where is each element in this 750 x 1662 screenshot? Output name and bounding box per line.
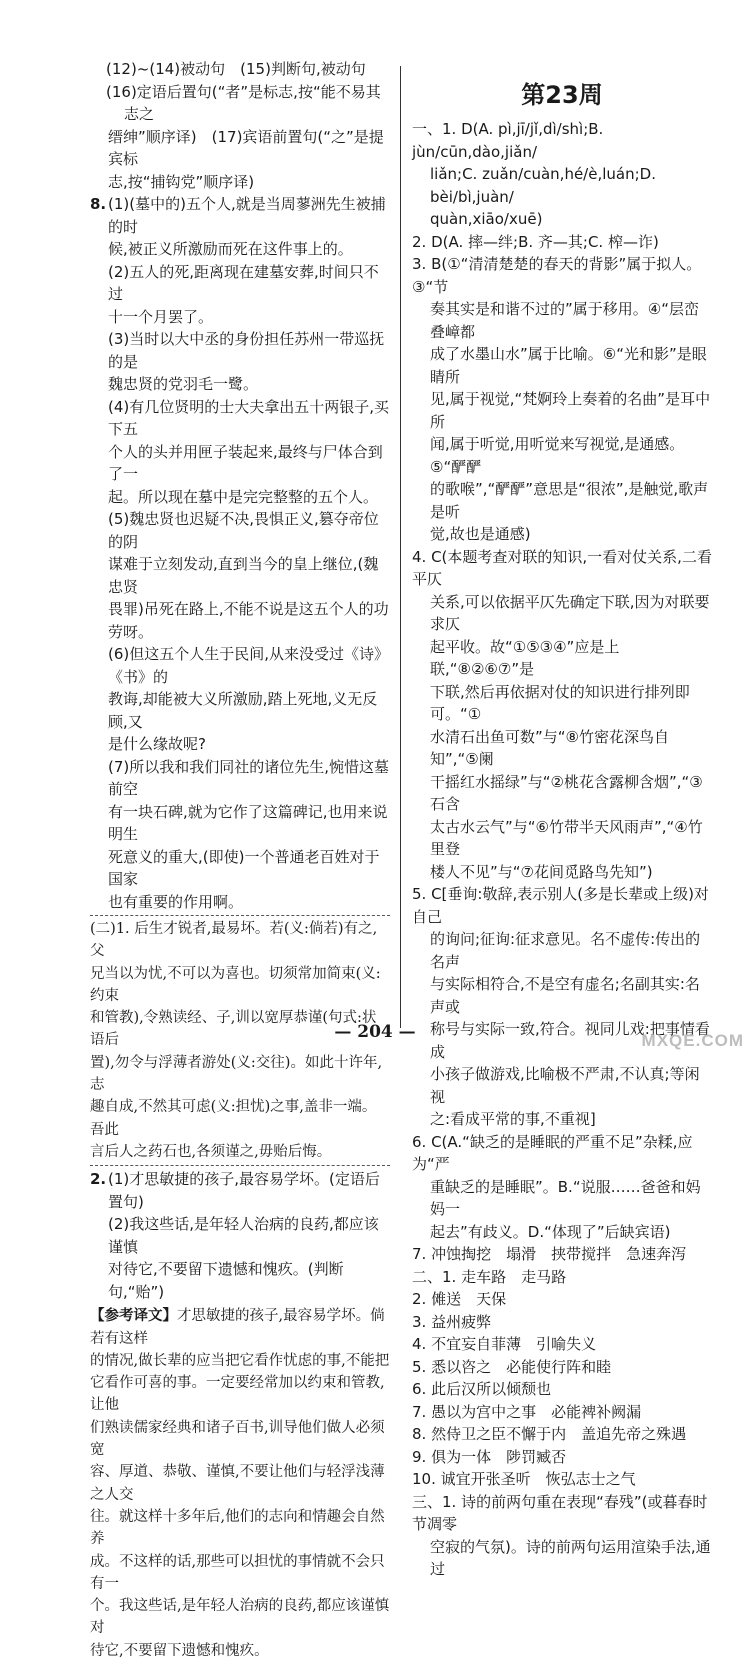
answer-line: 8. 然侍卫之臣不懈于内 盖追先帝之殊遇 xyxy=(412,1425,687,1443)
answer-line: 2. 傩送 天保 xyxy=(412,1290,507,1308)
answer-item xyxy=(412,1243,712,1266)
text-line: (二)1. 后生才锐者,最易坏。若(义:倘若)有之,父 xyxy=(90,921,378,960)
answer-line: 缙绅”顺序译) (17)宾语前置句(“之”是提宾标 xyxy=(108,127,384,168)
answer-item xyxy=(412,1446,712,1469)
answer-line: 三、1. 诗的前两句重在表现“春残”(或暮春时节凋零 xyxy=(412,1492,708,1533)
right-column xyxy=(412,58,712,1581)
answer-line: 对待它,不要留下遗憾和愧疚。(判断句,“贻”) xyxy=(108,1260,344,1301)
question-number: 8. xyxy=(90,195,107,213)
question-2 xyxy=(90,1168,390,1303)
answer-line: 之:看成平常的事,不重视] xyxy=(430,1110,596,1128)
answer-line: 6. C(A.“缺乏的是睡眠的严重不足”杂糅,应为“严 xyxy=(412,1132,693,1173)
answer-line: 见,属于视觉,“梵婀玲上奏着的名曲”是耳中所 xyxy=(430,390,711,431)
page-number: — 204 — xyxy=(334,1022,416,1042)
answer-line: 3. B(①“清清楚楚的春天的背影”属于拟人。③“节 xyxy=(412,255,702,296)
answer-line: 5. 悉以咨之 必能使行阵和睦 xyxy=(412,1357,612,1376)
answer-item xyxy=(412,1401,712,1424)
text-line: 言后人之药石也,各须谨之,毋贻后悔。 xyxy=(90,1143,332,1160)
text-line: 们熟读儒家经典和诸子百书,训导他们做人必须宽 xyxy=(90,1419,385,1459)
answer-item xyxy=(412,1311,712,1334)
answer-line: (12)~(14)被动句 (15)判断句,被动句 xyxy=(106,60,366,78)
answer-item xyxy=(412,1423,712,1446)
answer-line: 有一块石碑,就为它作了这篇碑记,也用来说明生 xyxy=(108,802,388,843)
answer-line: 魏忠贤的党羽毛一鹭。 xyxy=(108,375,259,393)
answer-line: 与实际相符合,不是空有虚名;名副其实:名声或 xyxy=(430,975,700,1016)
answer-line: 的询问;征询:征求意见。名不虚传:传出的名声 xyxy=(430,930,701,971)
answer-line: 6. 此后汉所以倾颓也 xyxy=(412,1380,552,1398)
answer-line: 小孩子做游戏,比喻极不严肃,不认真;等闲视 xyxy=(430,1065,700,1106)
question-number: 2. xyxy=(90,1170,107,1189)
answer-line: 2. D(A. 摔—绊;B. 齐—其;C. 榨—诈) xyxy=(412,232,659,251)
answer-line: 水清石出鱼可数”与“⑧竹密花深鸟自知”,“⑤阑 xyxy=(430,727,669,768)
answer-line: 畏罪)吊死在路上,不能不说是这五个人的功 xyxy=(108,600,389,618)
answer-line: (1)才思敏捷的孩子,最容易学坏。(定语后置句) xyxy=(108,1170,380,1211)
answer-line: 4. C(本题考查对联的知识,一看对仗关系,二看平仄 xyxy=(412,547,712,588)
watermark: MXQE.COM xyxy=(641,1031,744,1050)
answer-line: 的歌喉”,“酽酽”意思是“很浓”,是触觉,歌声是听 xyxy=(430,480,709,521)
reference-translation xyxy=(90,1305,390,1662)
answer-line: 10. 诚宜开张圣听 恢弘志士之气 xyxy=(412,1470,636,1488)
answer-line: 教诲,却能被大义所激励,踏上死地,义无反顾,又 xyxy=(108,690,378,731)
text-line: 它看作可喜的事。一定要经常加以约束和管教,让他 xyxy=(90,1375,385,1414)
answer-line: 二、1. 走车路 走马路 xyxy=(412,1267,567,1286)
text-line: 往。就这样十多年后,他们的志向和情趣会自然养 xyxy=(90,1508,385,1548)
answer-line: 9. 俱为一体 陟罚臧否 xyxy=(412,1447,567,1466)
answer-list xyxy=(412,118,712,1581)
answer-line: 候,被正义所激励而死在这件事上的。 xyxy=(108,240,353,258)
answer-line: 5. C[垂询:敬辞,表示别人(多是长辈或上级)对自己 xyxy=(412,885,709,926)
answer-line: 称号与实际一致,符合。视同儿戏:把事情看成 xyxy=(430,1020,710,1061)
answer-line: 个人的头并用匣子装起来,最终与尸体合到了一 xyxy=(108,442,383,483)
answer-line: 楼人不见”与“⑦花间觅路鸟先知”) xyxy=(430,862,653,881)
answer-line: (2)我这些话,是年轻人治病的良药,都应该谨慎 xyxy=(108,1215,379,1256)
answer-line: 奏其实是和谐不过的”属于移用。④“层峦叠嶂都 xyxy=(430,300,699,341)
answer-line: 7. 愚以为宫中之事 必能裨补阙漏 xyxy=(412,1402,642,1421)
answer-item xyxy=(412,546,712,884)
answer-item xyxy=(412,1468,712,1491)
answer-item xyxy=(412,118,712,231)
answer-line: 成了水墨山水”属于比喻。⑥“光和影”是眼睛所 xyxy=(430,345,707,386)
answer-line: (2)五人的死,距离现在建墓安葬,时间只不过 xyxy=(108,262,379,303)
answer-item xyxy=(412,883,712,1131)
reference-label: 【参考译文】 xyxy=(90,1307,177,1325)
answer-line: liǎn;C. zuǎn/cuàn,hé/è,luán;D. bèi/bì,juàn/ xyxy=(430,165,656,206)
answer-line: 志,按“捕钩党”顺序译) xyxy=(108,172,255,191)
text-line: 个。我这些话,是年轻人治病的良药,都应该谨慎对 xyxy=(90,1598,390,1637)
answer-line: (1)(墓中的)五个人,就是当周蓼洲先生被捕的时 xyxy=(108,195,386,236)
answer-line: 死意义的重大,(即使)一个普通老百姓对于国家 xyxy=(108,847,380,888)
answer-line: 太古水云气”与“⑥竹带半天风雨声”,“④竹里登 xyxy=(430,817,703,858)
answer-line: (7)所以我和我们同社的诸位先生,惋惜这墓前空 xyxy=(108,757,390,798)
answer-line: 空寂的气氛)。诗的前两句运用渲染手法,通过 xyxy=(430,1537,711,1578)
answer-line: 闻,属于听觉,用听觉来写视觉,是通感。⑤“酽酽 xyxy=(430,435,685,476)
answer-line: 下联,然后再依据对仗的知识进行排列即可。“① xyxy=(430,682,690,723)
text-line: 成。不这样的话,那些可以担忧的事情就不会只有一 xyxy=(90,1553,385,1592)
answer-line: 干摇红水摇绿”与“②桃花含露柳含烟”,“③石含 xyxy=(430,772,703,813)
answer-item xyxy=(412,1333,712,1356)
answer-line: (5)魏忠贤也迟疑不决,畏惧正义,篡夺帝位的阴 xyxy=(108,510,379,551)
text-line: 和管教),令熟读经、子,训以宽厚恭谨(句式:状语后 xyxy=(90,1010,377,1049)
text-line: 【参考译文】才思敏捷的孩子,最容易学坏。倘若有这样 xyxy=(90,1307,385,1347)
answer-item xyxy=(412,1491,712,1581)
answer-line: (3)当时以大中丞的身份担任苏州一带巡抚的是 xyxy=(108,330,385,371)
answer-line: 十一个月罢了。 xyxy=(108,307,214,326)
answer-line: 劳呀。 xyxy=(108,622,154,641)
text-line: 容、厚道、恭敬、谨慎,不要让他们与轻浮浅薄之人交 xyxy=(90,1464,385,1503)
answer-line: 谋难于立刻发动,直到当今的皇上继位,(魏忠贤 xyxy=(108,555,379,596)
question-8 xyxy=(90,193,390,913)
answer-line: 3. 益州疲弊 xyxy=(412,1312,492,1331)
text-line: 置),勿令与浮薄者游处(义:交往)。如此十许年,志 xyxy=(90,1054,383,1094)
answer-item xyxy=(412,1356,712,1379)
answer-line: 是什么缘故呢? xyxy=(108,735,206,753)
answer-line: 起去”有歧义。D.“体现了”后缺宾语) xyxy=(430,1222,671,1241)
answer-line: 4. 不宜妄自菲薄 引喻失义 xyxy=(412,1335,597,1353)
answer-line: 关系,可以依据平仄先确定下联,因为对联要求仄 xyxy=(430,592,710,633)
answer-line: 也有重要的作用啊。 xyxy=(108,892,244,911)
answer-item xyxy=(412,1131,712,1244)
answer-item xyxy=(412,253,712,546)
answer-line: 起平收。故“①⑤③④”应是上联,“⑧②⑥⑦”是 xyxy=(430,637,620,678)
section-divider xyxy=(90,1165,390,1166)
answer-item xyxy=(412,1378,712,1401)
text-line: 的情况,做长辈的应当把它看作忧虑的事,不能把 xyxy=(90,1352,390,1369)
answer-line: 一、1. D(A. pì,jī/jǐ,dì/shì;B. jùn/cūn,dào,jiǎn/ xyxy=(412,120,604,161)
text-line: 趣自成,不然其可虑(义:担忧)之事,盖非一端。吾此 xyxy=(90,1099,377,1138)
answer-line: 起。所以现在墓中是完完整整的五个人。 xyxy=(108,487,379,506)
answer-line: quàn,xiāo/xuē) xyxy=(430,210,543,228)
section-title: 第23周 xyxy=(521,81,603,109)
text-line: 待它,不要留下遗憾和愧疚。 xyxy=(90,1642,269,1659)
answer-line: 重缺乏的是睡眠”。B.“说服……爸爸和妈妈一 xyxy=(430,1177,701,1218)
section-divider xyxy=(90,915,390,916)
answer-line: (6)但这五个人生于民间,从来没受过《诗》《书》的 xyxy=(108,645,390,686)
answer-item xyxy=(412,1288,712,1311)
left-column xyxy=(90,58,390,1662)
answer-line: 7. 冲蚀掏挖 塌滑 挟带搅拌 急速奔泻 xyxy=(412,1245,687,1263)
answer-line: (4)有几位贤明的士大夫拿出五十两银子,买下五 xyxy=(108,397,390,438)
text-line: 兄当以为忧,不可以为喜也。切须常加简束(义:约束 xyxy=(90,965,381,1004)
column-divider xyxy=(400,66,401,1028)
answer-item xyxy=(412,231,712,254)
answer-item xyxy=(412,1266,712,1289)
answer-line: (16)定语后置句(“者”是标志,按“能不易其志之 xyxy=(106,82,381,123)
answer-line: 觉,故也是通感) xyxy=(430,525,531,543)
